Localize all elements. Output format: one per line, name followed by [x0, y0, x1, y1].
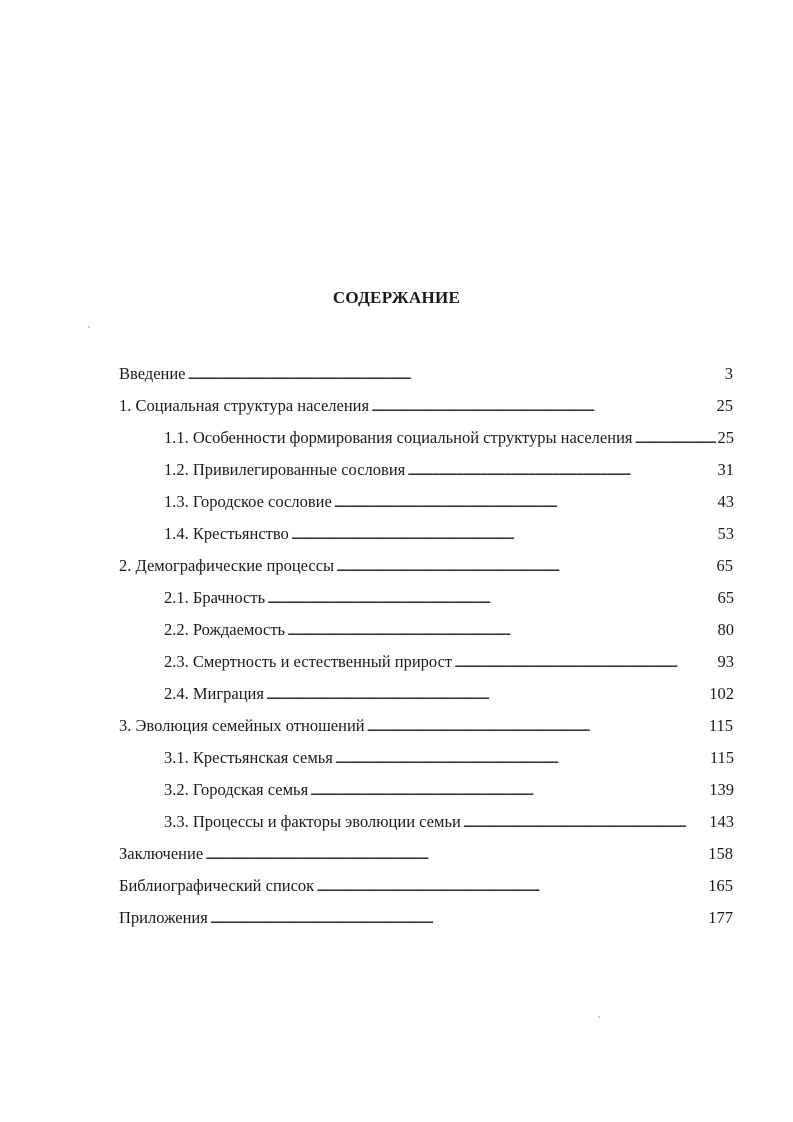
toc-entry-label: 3.2. Городская семья	[164, 780, 309, 799]
toc-entry[interactable]	[119, 906, 733, 930]
toc-entry[interactable]	[164, 586, 734, 610]
toc-leader-dots	[635, 426, 716, 452]
toc-entry-label: Приложения	[119, 908, 208, 927]
toc-entry-label: Заключение	[119, 844, 204, 863]
toc-entry-page: 143	[709, 812, 734, 831]
toc-entry-label: 3.3. Процессы и факторы эволюции семьи	[164, 812, 461, 831]
toc-entry[interactable]	[164, 650, 734, 674]
page-title: СОДЕРЖАНИЕ	[332, 288, 461, 307]
toc-entry-label: 1.3. Городское сословие	[164, 492, 332, 511]
toc-leader-dots	[188, 362, 723, 388]
toc-leader-dots	[210, 906, 706, 932]
toc-entry-label: Библиографический список	[119, 876, 315, 895]
toc-entry[interactable]	[119, 554, 733, 578]
toc-entry[interactable]	[164, 522, 734, 546]
toc-entry[interactable]	[119, 394, 733, 418]
toc-leader-dots	[266, 682, 707, 708]
toc-leader-dots	[267, 586, 715, 612]
toc-leader-dots	[316, 874, 706, 900]
toc-entry[interactable]	[119, 362, 733, 386]
toc-entry-page: 102	[709, 684, 734, 703]
toc-entry-page: 80	[717, 620, 734, 639]
toc-leader-dots	[310, 778, 707, 804]
toc-entry[interactable]	[164, 426, 734, 450]
toc-entry-page: 115	[709, 748, 734, 767]
toc-leader-dots	[336, 554, 714, 580]
toc-entry-label: 2.2. Рождаемость	[164, 620, 286, 639]
toc-leader-dots	[287, 618, 715, 644]
toc-entry-label: 2.4. Миграция	[164, 684, 264, 703]
toc-entry-page: 158	[708, 844, 733, 863]
toc-entry[interactable]	[164, 490, 734, 514]
toc-entry-page: 65	[716, 556, 733, 575]
toc-entry-page: 25	[716, 396, 733, 415]
toc-entry[interactable]	[164, 458, 734, 482]
toc-entry-page: 3	[724, 364, 733, 383]
toc-entry[interactable]	[164, 778, 734, 802]
toc-leader-dots	[205, 842, 706, 868]
toc-entry-page: 65	[717, 588, 734, 607]
toc-entry[interactable]	[119, 714, 733, 738]
toc-entry-page: 43	[717, 492, 734, 511]
toc-entry-label: 2. Демографические процессы	[119, 556, 335, 575]
scan-speck	[598, 1016, 600, 1018]
toc-entry-label: 1. Социальная структура населения	[119, 396, 370, 415]
toc-entry-page: 115	[708, 716, 733, 735]
toc-entry-label: 1.2. Привилегированные сословия	[164, 460, 406, 479]
toc-entry-label: 1.1. Особенности формирования социальной структуры населения	[164, 428, 633, 447]
toc-entry-page: 177	[708, 908, 733, 927]
toc-leader-dots	[367, 714, 707, 740]
toc-leader-dots	[335, 746, 708, 772]
toc-entry-page: 31	[717, 460, 734, 479]
toc-entry-label: 2.1. Брачность	[164, 588, 266, 607]
toc-entry-page: 93	[717, 652, 734, 671]
toc-entry-label: Введение	[119, 364, 186, 383]
toc-leader-dots	[371, 394, 714, 420]
toc-entry[interactable]	[164, 618, 734, 642]
toc-entry-label: 3. Эволюция семейных отношений	[119, 716, 365, 735]
toc-entry-page: 139	[709, 780, 734, 799]
toc-entry[interactable]	[119, 874, 733, 898]
toc-leader-dots	[454, 650, 715, 676]
toc-leader-dots	[291, 522, 716, 548]
toc-entry-page: 165	[708, 876, 733, 895]
toc-leader-dots	[407, 458, 715, 484]
toc-leader-dots	[463, 810, 707, 836]
toc-entry[interactable]	[164, 682, 734, 706]
toc-entry-page: 25	[717, 428, 734, 447]
toc-entry[interactable]	[119, 842, 733, 866]
toc-entry-page: 53	[717, 524, 734, 543]
scan-speck	[88, 326, 90, 328]
toc-entry[interactable]	[164, 746, 734, 770]
toc-entry-label: 1.4. Крестьянство	[164, 524, 289, 543]
toc-entry-label: 2.3. Смертность и естественный прирост	[164, 652, 453, 671]
toc-entry[interactable]	[164, 810, 734, 834]
toc-entry-label: 3.1. Крестьянская семья	[164, 748, 333, 767]
toc-leader-dots	[334, 490, 716, 516]
